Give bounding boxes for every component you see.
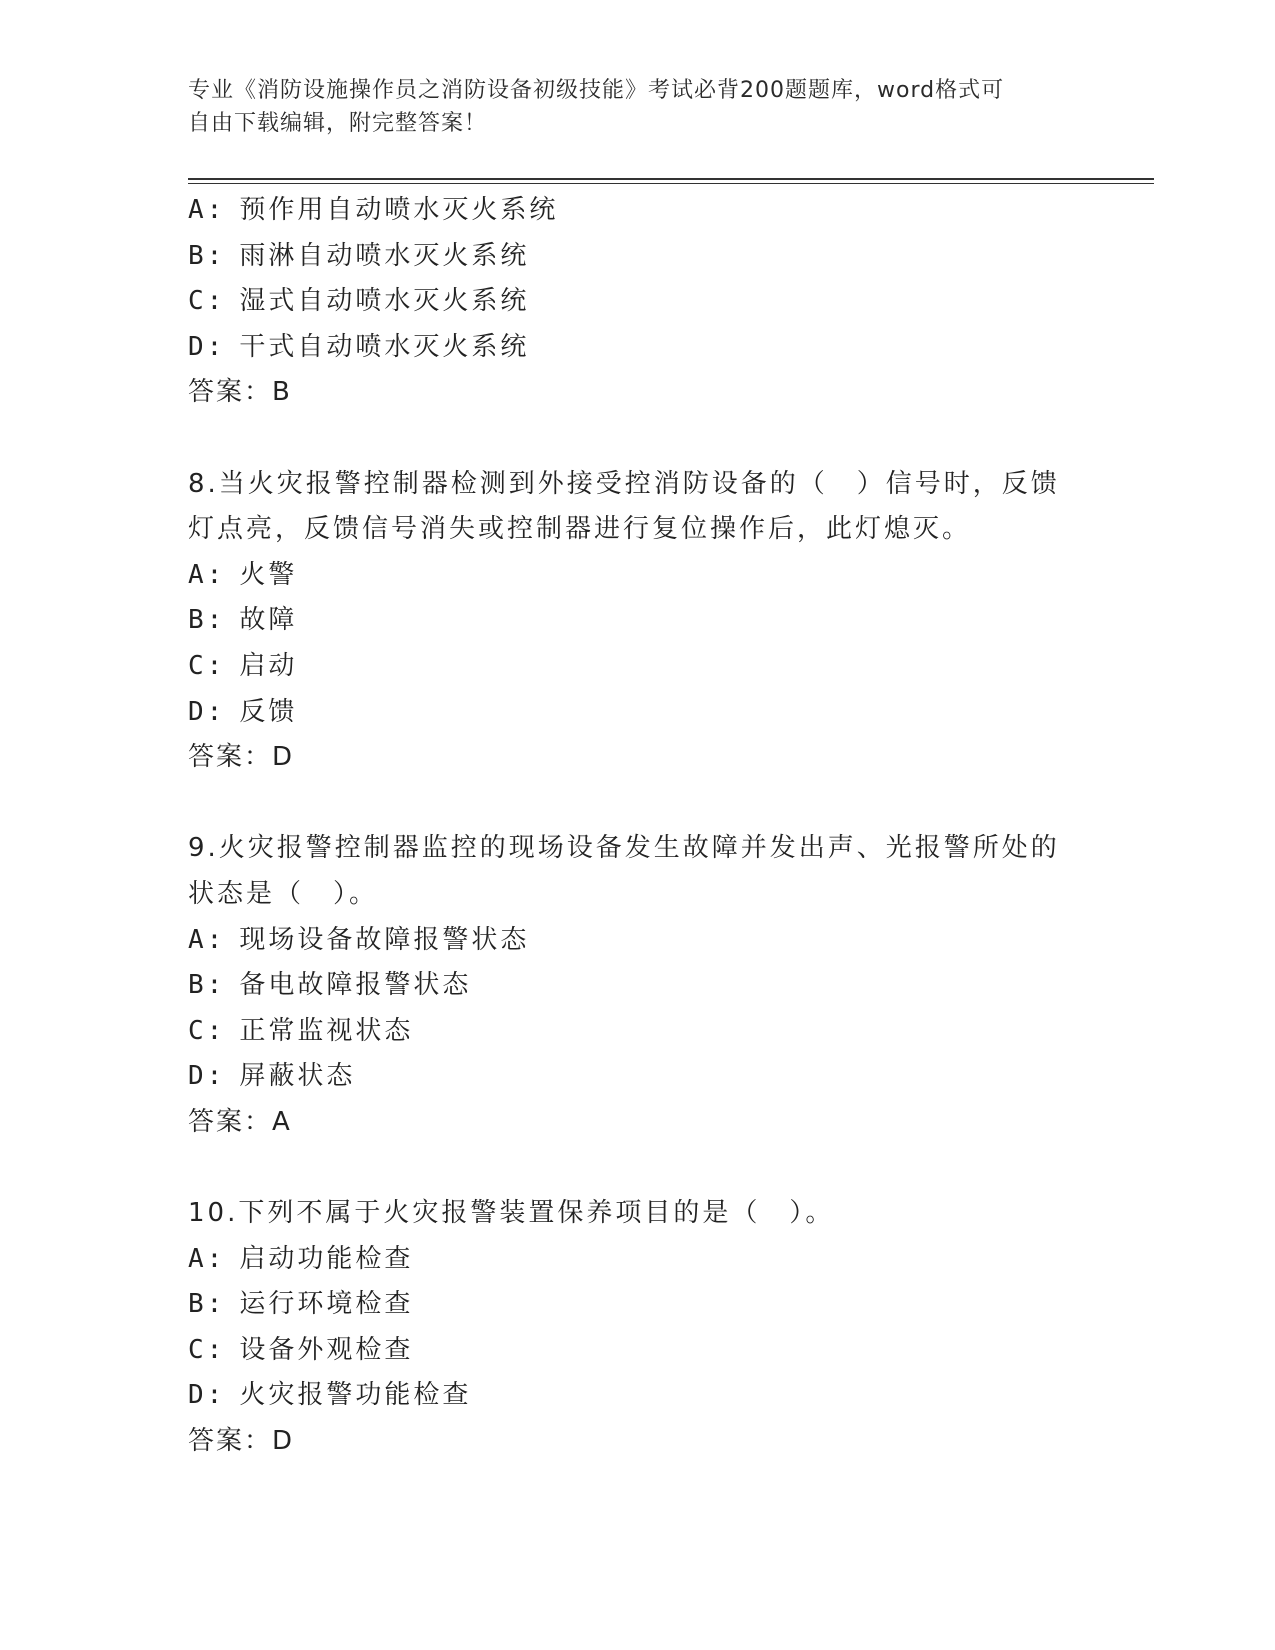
option-d: D: 火灾报警功能检查 bbox=[188, 1380, 472, 1411]
option-d: D: 干式自动喷水灭火系统 bbox=[188, 331, 530, 362]
option-c: C: 正常监视状态 bbox=[188, 1015, 414, 1046]
option-a: A: 现场设备故障报警状态 bbox=[188, 924, 530, 955]
header-line-1: 专业《消防设施操作员之消防设备初级技能》考试必背200题题库，word格式可 bbox=[188, 78, 1005, 103]
answer: 答案：A bbox=[188, 1106, 292, 1137]
answer: 答案：D bbox=[188, 742, 295, 773]
question-text-line-1: 10.下列不属于火灾报警装置保养项目的是（ ）。 bbox=[188, 1198, 835, 1229]
option-b: B: 备电故障报警状态 bbox=[188, 970, 472, 1001]
header-line-2: 自由下载编辑，附完整答案！ bbox=[188, 111, 488, 136]
question-9 bbox=[188, 826, 1108, 1145]
option-c: C: 湿式自动喷水灭火系统 bbox=[188, 286, 530, 317]
question-text-line-1: 8.当火灾报警控制器检测到外接受控消防设备的（ ）信号时，反馈 bbox=[188, 468, 1060, 499]
question-text-line-2: 状态是（ ）。 bbox=[188, 878, 379, 909]
option-b: B: 运行环境检查 bbox=[188, 1289, 414, 1320]
option-c: C: 设备外观检查 bbox=[188, 1334, 414, 1365]
document-header bbox=[188, 74, 1068, 140]
option-b: B: 雨淋自动喷水灭火系统 bbox=[188, 240, 530, 271]
question-list bbox=[188, 188, 1108, 1465]
option-d: D: 屏蔽状态 bbox=[188, 1061, 356, 1092]
question-10 bbox=[188, 1191, 1108, 1465]
option-b: B: 故障 bbox=[188, 605, 298, 636]
answer: 答案：D bbox=[188, 1426, 295, 1457]
question-text-line-1: 9.火灾报警控制器监控的现场设备发生故障并发出声、光报警所处的 bbox=[188, 833, 1060, 864]
option-a: A: 预作用自动喷水灭火系统 bbox=[188, 195, 559, 225]
option-a: A: 火警 bbox=[188, 559, 298, 590]
option-d: D: 反馈 bbox=[188, 696, 298, 727]
question-text-line-2: 灯点亮，反馈信号消失或控制器进行复位操作后，此灯熄灭。 bbox=[188, 514, 972, 545]
option-a: A: 启动功能检查 bbox=[188, 1243, 414, 1274]
header-rule-thin bbox=[188, 183, 1154, 184]
answer: 答案：B bbox=[188, 377, 292, 408]
header-rule-thick bbox=[188, 178, 1154, 180]
option-c: C: 启动 bbox=[188, 650, 298, 681]
question-8 bbox=[188, 462, 1108, 781]
question-7 bbox=[188, 188, 1108, 416]
